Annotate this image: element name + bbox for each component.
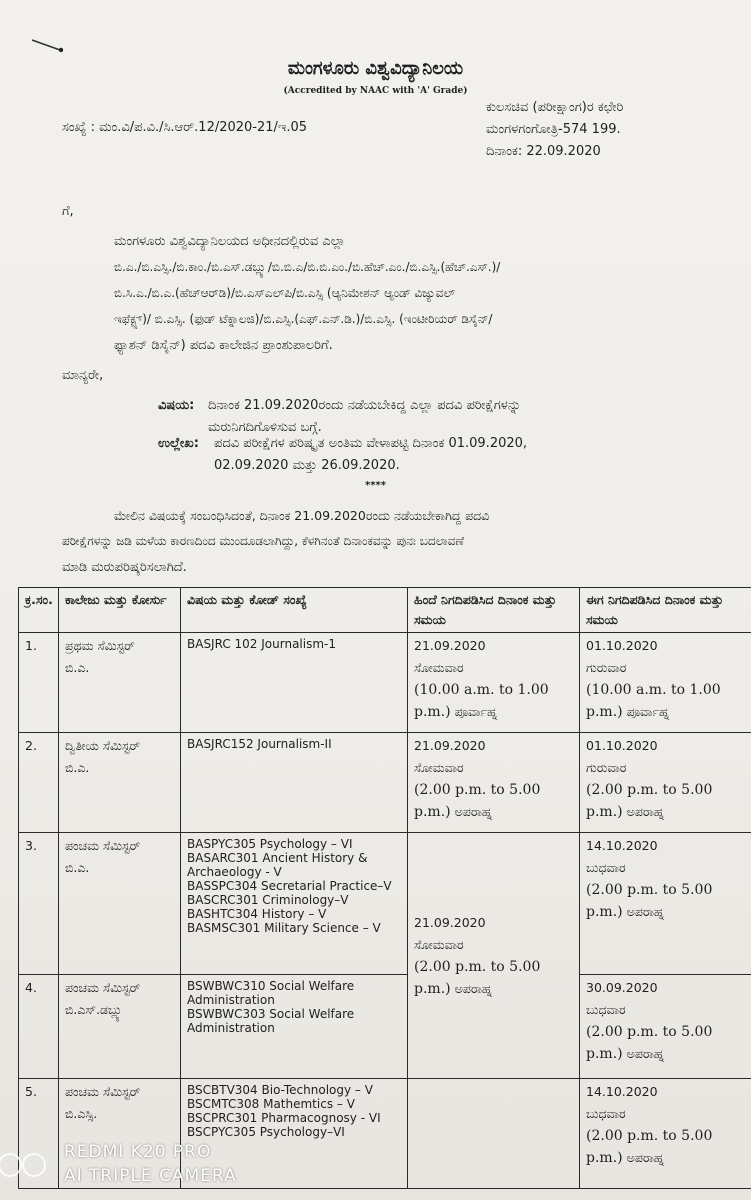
course: ಬಿ.ಎ. (65, 660, 90, 675)
new-day: ಬುಧವಾರ (586, 1106, 626, 1121)
row-course (59, 975, 181, 1079)
row-old-date-empty (408, 1079, 580, 1189)
new-session: ಅಪರಾಹ್ನ (626, 1150, 665, 1165)
salutation: ಮಾನ್ಯರೇ, (62, 368, 104, 383)
row-sl: 2. (19, 733, 59, 833)
row-course (59, 833, 181, 975)
row-new-date (580, 733, 751, 833)
pen-mark-icon (30, 36, 66, 56)
header-old-date: ಹಿಂದೆ ನಿಗದಿಪಡಿಸಿದ ದಿನಾಂಕ ಮತ್ತು ಸಮಯ (408, 588, 580, 633)
watermark-camera: AI TRIPLE CAMERA (64, 1166, 237, 1186)
row-subjects (181, 633, 408, 733)
new-date: 01.10.2020 (586, 738, 658, 753)
subject-code: BASHTC304 History – V (187, 907, 327, 921)
semester: ಪಂಚಮ ಸೆಮಿಸ್ಟರ್ (65, 980, 141, 995)
header-subject: ವಿಷಯ ಮತ್ತು ಕೋಡ್ ಸಂಖ್ಯೆ (181, 588, 408, 633)
new-time: (2.00 p.m. to 5.00 p.m.) (586, 882, 713, 920)
table-row (19, 975, 751, 1079)
row-sl: 3. (19, 833, 59, 975)
old-date: 21.09.2020 (414, 738, 486, 753)
table-row (19, 633, 751, 733)
subject-code: BSCPYC305 Psychology–VI (187, 1125, 345, 1139)
new-session: ಅಪರಾಹ್ನ (626, 1046, 665, 1061)
subject-text: ದಿನಾಂಕ 21.09.2020ರಂದು ನಡೆಯಬೇಕಿದ್ದ ಎಲ್ಲಾ ಪದವಿ ಪರೀಕ್ಷೆಗಳನ್ನು (208, 398, 521, 413)
subject-code: BASPYC305 Psychology – VI (187, 837, 353, 851)
old-time: (10.00 a.m. to 1.00 p.m.) (414, 682, 549, 720)
old-day: ಸೋಮವಾರ (414, 660, 464, 675)
subject-code: BASJRC152 Journalism-II (187, 737, 332, 751)
watermark-model: REDMI K20 PRO (64, 1142, 212, 1162)
subject-code: BSWBWC310 Social Welfare Administration (187, 979, 355, 1007)
address-line: ಫ್ಯಾಶನ್ ಡಿಸೈನ್) ಪದವಿ ಕಾಲೇಜಿನ ಪ್ರಾಂಶುಪಾಲರಿಗೆ. (114, 338, 333, 353)
subject-code: BSCPRC301 Pharmacognosy - VI (187, 1111, 381, 1125)
body-text: ಮಾಡಿ ಮರುಪರಿಷ್ಕರಿಸಲಾಗಿದೆ. (62, 560, 187, 575)
old-date: 21.09.2020 (414, 914, 486, 930)
course: ಬಿ.ಎ. (65, 860, 90, 875)
new-day: ಬುಧವಾರ (586, 1002, 626, 1017)
row-sl: 1. (19, 633, 59, 733)
header-new-date: ಈಗ ನಿಗದಿಪಡಿಸಿದ ದಿನಾಂಕ ಮತ್ತು ಸಮಯ (580, 588, 751, 633)
subject-label: ವಿಷಯ: (158, 398, 195, 413)
subject-text: ಮರುನಿಗದಿಗೊಳಿಸುವ ಬಗ್ಗೆ. (208, 420, 322, 435)
course: ಬಿ.ಎಸ್.ಡಬ್ಲ್ಯು (65, 1002, 125, 1017)
new-date: 01.10.2020 (586, 638, 658, 653)
subject-code: BASARC301 Ancient History & Archaeology - V (187, 851, 368, 879)
row-course (59, 633, 181, 733)
subject-code: BASMSC301 Military Science – V (187, 921, 381, 935)
new-time: (2.00 p.m. to 5.00 p.m.) (586, 1128, 713, 1166)
separator: **** (365, 480, 386, 491)
table-row (19, 733, 751, 833)
address-line: ಬಿ.ಎ./ಬಿ.ಎಸ್ಸಿ./ಬಿ.ಕಾಂ./ಬಿ.ಎಸ್.ಡಬ್ಲ್ಯು/ಬಿ.ಬಿ.ಎ/ಬಿ.ಬಿ.ಎಂ./ಬಿ.ಹೆಚ್.ಎಂ./ಬಿ.ಎಸ್ಸಿ.(ಹೆಚ್.ಎಸ್.)/ (114, 260, 501, 274)
camera-watermark (64, 1140, 237, 1188)
subject-code: BSWBWC303 Social Welfare Administration (187, 1007, 355, 1035)
new-session: ಪೂರ್ವಾಹ್ನ (626, 704, 670, 719)
new-time: (10.00 a.m. to 1.00 p.m.) (586, 682, 721, 720)
exam-schedule-table (18, 587, 751, 1189)
reference-label: ಉಲ್ಲೇಖ: (158, 436, 199, 451)
course: ಬಿ.ಎಸ್ಸಿ. (65, 1106, 98, 1121)
row-course (59, 733, 181, 833)
old-date: 21.09.2020 (414, 638, 486, 653)
row-subjects (181, 833, 408, 975)
new-session: ಅಪರಾಹ್ನ (626, 904, 665, 919)
new-time: (2.00 p.m. to 5.00 p.m.) (586, 782, 713, 820)
address-line: ಮಂಗಳೂರು ವಿಶ್ವವಿದ್ಯಾನಿಲಯದ ಅಧೀನದಲ್ಲಿರುವ ಎಲ್ಲಾ (114, 234, 346, 249)
letter-date: ದಿನಾಂಕ: 22.09.2020 (486, 144, 601, 159)
address-line: ಬಿ.ಸಿ.ಎ./ಬಿ.ಎ.(ಹೆಚ್‌ಆರ್‌ಡಿ)/ಬಿ.ಎಸ್‌ಎಲ್‌ಪಿ/ಬಿ.ಎಸ್ಸಿ (ಆ್ಯನಿಮೇಶನ್ ಆ್ಯಂಡ್ ವಿಜ್ಯುವಲ್ (114, 286, 456, 300)
subject-code: BASSPC304 Secretarial Practice–V (187, 879, 392, 893)
semester: ದ್ವಿತೀಯ ಸೆಮಿಸ್ಟರ್ (65, 738, 141, 753)
new-day: ಗುರುವಾರ (586, 660, 627, 675)
row-subjects (181, 975, 408, 1079)
row-old-date (408, 633, 580, 733)
merged-old-date (408, 833, 580, 1079)
subject-code: BSCBTV304 Bio-Technology – V (187, 1083, 373, 1097)
old-day: ಸೋಮವಾರ (414, 936, 464, 952)
semester: ಪ್ರಥಮ ಸೆಮಿಸ್ಟರ್ (65, 638, 135, 653)
table-header-row (19, 588, 751, 633)
reference-number: ಸಂಖ್ಯೆ : ಮಂ.ವಿ/ಪ.ವಿ./ಸಿ.ಆರ್.12/2020-21/ಇ.05 (62, 120, 308, 135)
old-session: ಅಪರಾಹ್ನ (454, 804, 493, 819)
new-date: 14.10.2020 (586, 838, 658, 853)
university-name: ಮಂಗಳೂರು ವಿಶ್ವವಿದ್ಯಾನಿಲಯ (287, 58, 464, 79)
row-new-date (580, 1079, 751, 1189)
old-time: (2.00 p.m. to 5.00 p.m.) (414, 958, 541, 997)
old-day: ಸೋಮವಾರ (414, 760, 464, 775)
semester: ಪಂಚಮ ಸೆಮಿಸ್ಟರ್ (65, 838, 141, 853)
header-sl: ಕ್ರ.ಸಂ. (19, 588, 59, 633)
subject-code: BSCMTC308 Mathemtics – V (187, 1097, 355, 1111)
row-subjects (181, 733, 408, 833)
row-sl: 4. (19, 975, 59, 1079)
subject-code: BASCRC301 Criminology–V (187, 893, 349, 907)
new-day: ಗುರುವಾರ (586, 760, 627, 775)
reference-text: ಪದವಿ ಪರೀಕ್ಷೆಗಳ ಪರಿಷ್ಕೃತ ಅಂತಿಮ ವೇಳಾಪಟ್ಟಿ ದಿನಾಂಕ 01.09.2020, (214, 436, 528, 451)
semester: ಪಂಚಮ ಸೆಮಿಸ್ಟರ್ (65, 1084, 141, 1099)
body-text: ಮೇಲಿನ ವಿಷಯಕ್ಕೆ ಸಂಬಂಧಿಸಿದಂತೆ, ದಿನಾಂಕ 21.09.2020ರಂದು ನಡೆಯಬೇಕಾಗಿದ್ದ ಪದವಿ (114, 508, 490, 523)
body-text: ಪರೀಕ್ಷೆಗಳನ್ನು ಜಡಿ ಮಳೆಯ ಕಾರಣದಿಂದ ಮುಂದೂಡಲಾಗಿದ್ದು, ಕೆಳಗಿನಂತೆ ದಿನಾಂಕವನ್ನು ಪುನಃ ಬದಲಾವಣೆ (62, 534, 465, 548)
new-date: 30.09.2020 (586, 980, 658, 995)
header-college: ಕಾಲೇಜು ಮತ್ತು ಕೋರ್ಸು (59, 588, 181, 633)
old-session: ಪೂರ್ವಾಹ್ನ (454, 704, 498, 719)
table-row (19, 833, 751, 975)
row-old-date (408, 733, 580, 833)
new-date: 14.10.2020 (586, 1084, 658, 1099)
address-to: ಗೆ, (62, 204, 74, 219)
row-sl: 5. (19, 1079, 59, 1189)
subject-code: BASJRC 102 Journalism-1 (187, 637, 336, 651)
camera-watermark-icon (0, 1150, 52, 1180)
new-day: ಬುಧವಾರ (586, 860, 626, 875)
office-address: ಮಂಗಳಗಂಗೋತ್ರಿ-574 199. (486, 122, 621, 137)
new-session: ಅಪರಾಹ್ನ (626, 804, 665, 819)
old-time: (2.00 p.m. to 5.00 p.m.) (414, 782, 541, 820)
course: ಬಿ.ಎ. (65, 760, 90, 775)
office-name: ಕುಲಸಚಿವ (ಪರೀಕ್ಷಾಂಗ)ರ ಕಛೇರಿ (486, 100, 624, 115)
old-session: ಅಪರಾಹ್ನ (454, 980, 493, 996)
address-line: ಇಫೆಕ್ಟ್ಸ್)/ ಬಿ.ಎಸ್ಸಿ. (ಫುಡ್ ಟೆಕ್ನಾಲಜಿ)/ಬಿ.ಎಸ್ಸಿ.(ಎಫ್.ಎನ್.ಡಿ.)/ಬಿ.ಎಸ್ಸಿ. (ಇಂಟೀರಿಯರ್ ಡಿಸೈನ್/ (114, 312, 493, 326)
row-new-date (580, 833, 751, 975)
row-new-date (580, 633, 751, 733)
new-time: (2.00 p.m. to 5.00 p.m.) (586, 1024, 713, 1062)
accreditation-note: (Accredited by NAAC with 'A' Grade) (283, 86, 468, 96)
row-new-date (580, 975, 751, 1079)
reference-text: 02.09.2020 ಮತ್ತು 26.09.2020. (214, 458, 400, 473)
